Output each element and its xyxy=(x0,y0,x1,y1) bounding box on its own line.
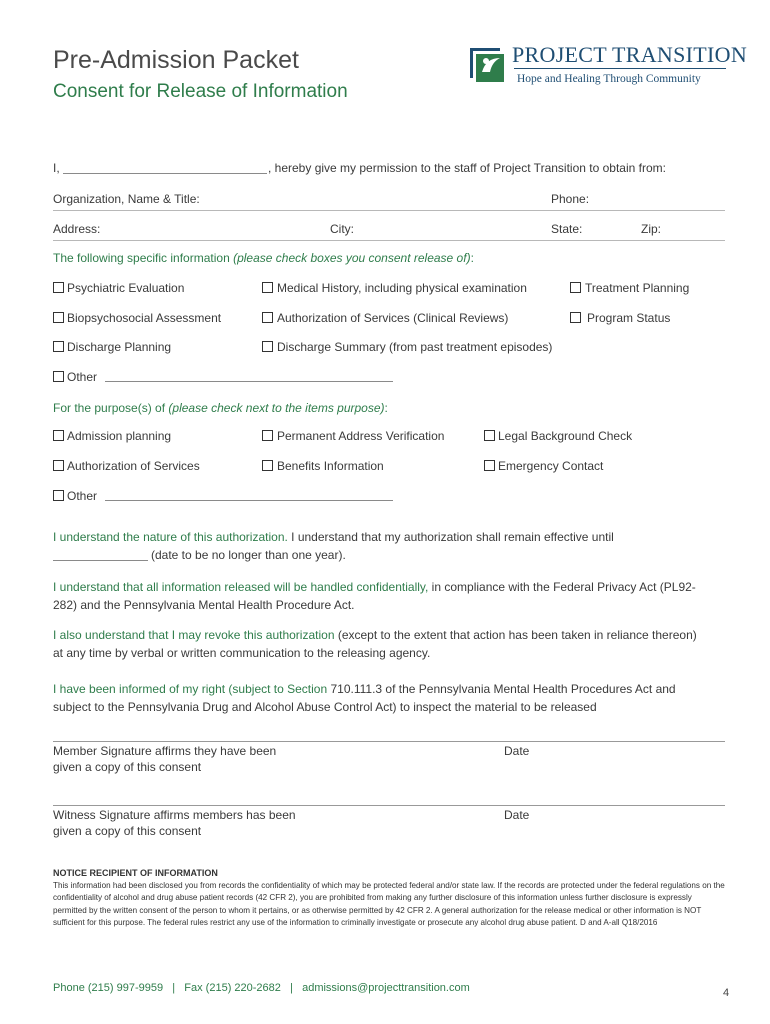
member-signature-label: Member Signature affirms they have been xyxy=(53,744,277,758)
info-other-line[interactable] xyxy=(105,381,393,382)
organization-line[interactable] xyxy=(53,210,725,211)
purpose-authorization-checkbox[interactable] xyxy=(53,460,64,471)
witness-signature-label-2: given a copy of this consent xyxy=(53,824,202,838)
logo-tagline: Hope and Healing Through Community xyxy=(517,73,701,85)
member-date-label: Date xyxy=(504,744,530,758)
purpose-section-heading: For the purpose(s) of (please check next to the items purpose): xyxy=(53,401,388,415)
authorization-of-services-checkbox[interactable] xyxy=(262,312,273,323)
benefits-information-label: Benefits Information xyxy=(277,459,384,473)
purpose-other-checkbox[interactable] xyxy=(53,490,64,501)
member-signature-label-2: given a copy of this consent xyxy=(53,760,202,774)
notice-body: This information had been disclosed you from records the confidentiality of which may be protected federal and/or state law. If the records are protected under the federal regulations on the confidentiality of alcohol and drug abuse patient records (42 CFR 2), you are prohibited from making any further disclosure of this information unless further disclosure is expressly permitted by the written consent of the person to whom it pertains, or as otherwise permitted by 42 CFR 2. A general authorization for the release medical or other information is NOT sufficient for this purpose. The federal rules restrict any use of the information to criminally investigate or prosecute any alcohol drug abuse patient. D and A-all Q18/2016 xyxy=(53,881,725,927)
intro-suffix: , hereby give my permission to the staff of Project Transition to obtain from: xyxy=(268,161,666,175)
medical-history-label: Medical History, including physical examination xyxy=(277,281,527,295)
address-line[interactable] xyxy=(53,240,725,241)
treatment-planning-label: Treatment Planning xyxy=(585,281,690,295)
footer-contact: Phone (215) 997-9959 | Fax (215) 220-2682 | admissions@projecttransition.com xyxy=(53,982,470,994)
page-title: Pre-Admission Packet xyxy=(53,46,299,74)
purpose-authorization-label: Authorization of Services xyxy=(67,459,200,473)
phone-label: Phone: xyxy=(551,192,590,206)
psychiatric-evaluation-label: Psychiatric Evaluation xyxy=(67,281,185,295)
authorization-of-services-label: Authorization of Services (Clinical Reviews) xyxy=(277,311,509,325)
project-transition-logo-icon xyxy=(466,42,510,84)
organization-label: Organization, Name & Title: xyxy=(53,192,200,206)
zip-label: Zip: xyxy=(641,222,662,236)
statement-right-to-inspect: I have been informed of my right (subject to Section 710.111.3 of the Pennsylvania Mental Health Procedures Act and subject to the Pennsylvania Drug and Alcohol Abuse Control Act) to inspect the material to be released xyxy=(53,682,676,714)
notice-heading: NOTICE RECIPIENT OF INFORMATION xyxy=(53,868,218,878)
statement-authorization-date-note: (date to be no longer than one year). xyxy=(151,548,346,562)
intro-prefix: I, xyxy=(53,161,60,175)
biopsychosocial-assessment-label: Biopsychosocial Assessment xyxy=(67,311,222,325)
address-label: Address: xyxy=(53,222,101,236)
admission-planning-checkbox[interactable] xyxy=(53,430,64,441)
info-other-label: Other xyxy=(67,370,98,384)
permanent-address-label: Permanent Address Verification xyxy=(277,429,445,443)
info-section-heading: The following specific information (please check boxes you consent release of): xyxy=(53,251,474,265)
statement-revoke: I also understand that I may revoke this authorization (except to the extent that action has been taken in reliance thereon) at any time by verbal or written communication to the releasing agency. xyxy=(53,628,697,660)
page-subtitle: Consent for Release of Information xyxy=(53,81,348,102)
emergency-contact-checkbox[interactable] xyxy=(484,460,495,471)
legal-background-label: Legal Background Check xyxy=(498,429,633,443)
info-other-checkbox[interactable] xyxy=(53,371,64,382)
page-number: 4 xyxy=(723,987,730,999)
benefits-information-checkbox[interactable] xyxy=(262,460,273,471)
discharge-planning-label: Discharge Planning xyxy=(67,340,172,354)
legal-background-checkbox[interactable] xyxy=(484,430,495,441)
witness-signature-line[interactable] xyxy=(53,805,725,806)
state-label: State: xyxy=(551,222,583,236)
emergency-contact-label: Emergency Contact xyxy=(498,459,604,473)
discharge-summary-label: Discharge Summary (from past treatment episodes) xyxy=(277,340,553,354)
program-status-checkbox[interactable] xyxy=(570,312,581,323)
statement-confidential: I understand that all information released will be handled confidentially, in compliance with the Federal Privacy Act (PL92-282) and the Pennsylvania Mental Health Procedure Act. xyxy=(53,580,696,612)
admission-planning-label: Admission planning xyxy=(67,429,172,443)
statement-authorization: I understand the nature of this authorization. I understand that my authorization shall remain effective until xyxy=(53,530,614,544)
biopsychosocial-assessment-checkbox[interactable] xyxy=(53,312,64,323)
discharge-summary-checkbox[interactable] xyxy=(262,341,273,352)
medical-history-checkbox[interactable] xyxy=(262,282,273,293)
witness-signature-label: Witness Signature affirms members has been xyxy=(53,808,296,822)
member-signature-line[interactable] xyxy=(53,741,725,742)
expiration-date-line[interactable] xyxy=(53,560,148,561)
purpose-other-line[interactable] xyxy=(105,500,393,501)
witness-date-label: Date xyxy=(504,808,530,822)
treatment-planning-checkbox[interactable] xyxy=(570,282,581,293)
program-status-label: Program Status xyxy=(587,311,671,325)
discharge-planning-checkbox[interactable] xyxy=(53,341,64,352)
city-label: City: xyxy=(330,222,354,236)
permanent-address-checkbox[interactable] xyxy=(262,430,273,441)
name-input-line[interactable] xyxy=(63,173,267,174)
psychiatric-evaluation-checkbox[interactable] xyxy=(53,282,64,293)
purpose-other-label: Other xyxy=(67,489,98,503)
logo-wordmark: PROJECT TRANSITION xyxy=(512,42,748,67)
logo-divider xyxy=(514,68,726,69)
